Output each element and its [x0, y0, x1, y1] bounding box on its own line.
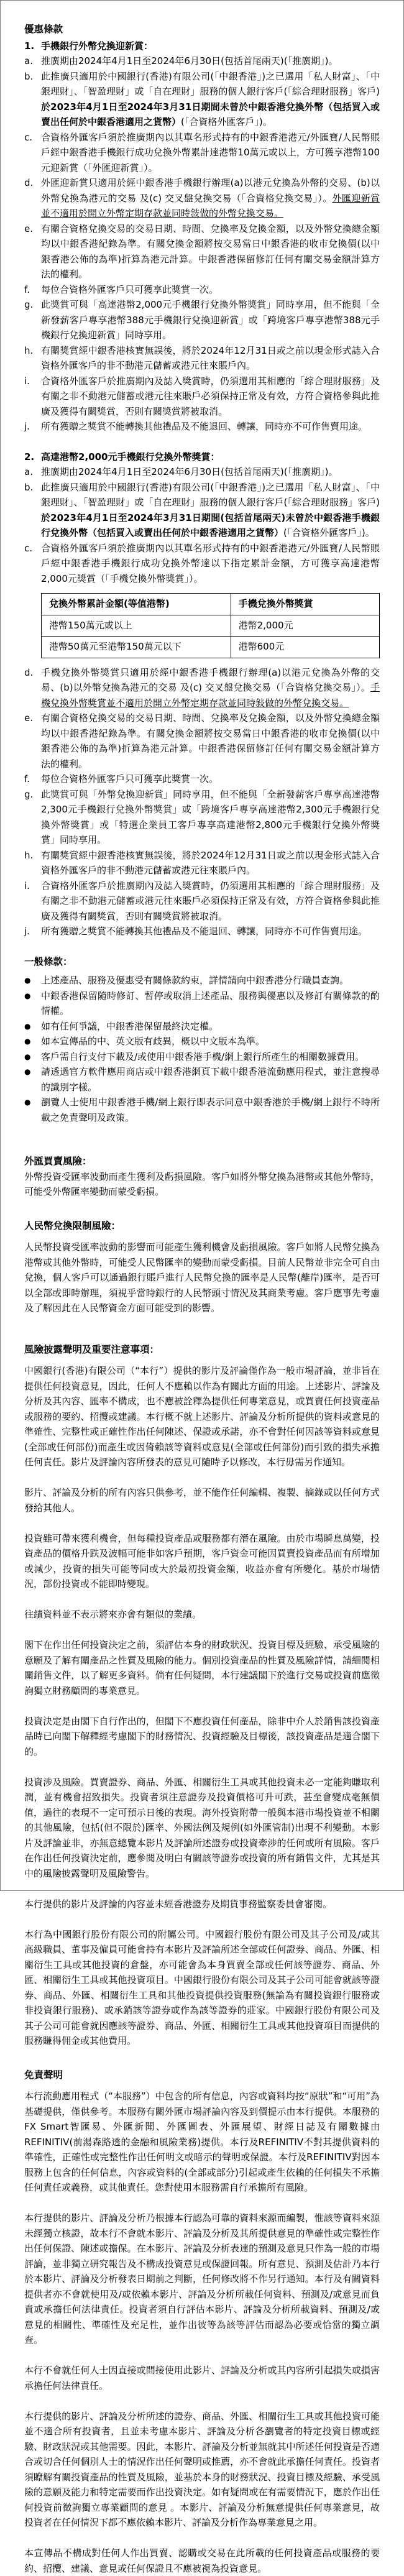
bullet-text: 如有任何爭議，中銀香港保留最終決定權。	[41, 1019, 380, 1034]
table-cell: 港幣50萬元至港幣150萬元以下	[42, 637, 231, 658]
list-item-text	[41, 53, 380, 69]
table-cell: 港幣2,000元	[231, 615, 379, 637]
reward-table-body	[42, 615, 380, 658]
list-item	[24, 878, 380, 924]
list-item-label: c.	[24, 541, 41, 587]
disclaimer-heading: 免責聲明	[24, 2068, 380, 2083]
text-run: 有關獎賞經中銀香港核實無誤後，將於2024年12月31日或之前以現金形式誌入合資格外匯客戶的非不動港元儲蓄或港元往來賬戶內。	[41, 850, 380, 876]
text-run: 推廣期由2024年4月1日至2024年6月30日(包括首尾兩天)(「推廣期」)。	[41, 466, 337, 477]
text-run: 此獎賞可與「外幣兌換迎新賞」同時享用，但不能與「全新發薪客戶專享高達港幣2,300元手機銀行兌換外幣獎賞」或「跨境客戶專享高達港幣2,300元手機銀行兌換外幣獎賞」或「特選企業員工客戶專享高達港幣2,800元手機銀行兌換外幣獎賞」同時享用。	[41, 789, 380, 846]
bullet-text: 上述產品、服務及優惠受有關條款約束，詳情請向中銀香港分行職員查詢。	[41, 973, 380, 988]
list-item-text	[41, 282, 380, 298]
text-run: 此獎賞可與「高達港幣2,000元手機銀行兌換外幣獎賞」同時享用，但不能與「全新發薪客戶專享港幣388元手機銀行兌換迎新賞」或「跨境客戶專享港幣388元手機銀行兌換迎新賞」同時享用。	[41, 299, 380, 341]
list-item-label: h.	[24, 343, 41, 374]
rmb-risk-section	[24, 1218, 380, 1316]
table-header-cell: 兌換外幣累計金額(等值港幣)	[42, 594, 231, 615]
list-item	[24, 374, 380, 420]
text-run: 合資格外匯客戶須於推廣期內以其單名形式持有的中銀香港港元/外匯寶/人民幣賬戶經中銀香港手機銀行成功兌換外幣累計達港幣10萬元或以上，方可獲享港幣100元迎新賞（「外匯迎新賞」）。	[41, 132, 380, 173]
list-item	[24, 419, 380, 435]
list-item-text	[41, 787, 380, 848]
disclaimer-paragraph: 本行提供的影片、評論及分析所述的證券、商品、外匯、相關衍生工具或其他投資可能並不適合所有投資者，且並未考慮本影片、評論及分析各瀏覽者的特定投資目標或經驗、財政狀況或其他需要。因此，本影片、評論及分析並無就其中所述任何投資是否適合或切合任何個別人士的情況作出任何聲明或推薦，亦不會就此承擔任何責任。投資者須瞭解有關投資產品的性質及風險，並基於本身的財務狀況、投資目標及經驗、承受風險的意願及能力和特定需要而作出投資決定。如有疑問或在有需要情況下，應於作出任何投資前徵詢獨立專業顧問的意見 。本影片、評論及分析無意提供任何專業意見，故投資者在任何情況下都不應依賴本影片、評論及分析作為專業意見之用。	[24, 2409, 380, 2531]
list-item-text	[41, 343, 380, 374]
text-run: 推廣期由2024年4月1日至2024年6月30日(包括首尾兩天)(「推廣期」)。	[41, 55, 337, 67]
bullet-text: 如本宣傳品的中、英文版有歧異，概以中文版本為準。	[41, 1034, 380, 1049]
list-item-text	[41, 297, 380, 343]
list-item-text	[41, 771, 380, 787]
list-item-label: b.	[24, 480, 41, 541]
bullet-item	[24, 988, 380, 1019]
text-run: 於2023年4月1日至2024年3月31日期間(包括首尾兩天)未曾於中銀香港手機銀行兌換外幣（包括買入或賣出任何於中銀香港適用之貨幣）	[41, 512, 380, 539]
section-title: 手機銀行外幣兌換迎新賞：	[41, 39, 153, 54]
disclaimer-section	[24, 2068, 380, 2576]
list-item-text	[41, 848, 380, 878]
list-item-text	[41, 541, 380, 587]
text-run: 此推廣只適用於中國銀行(香港)有限公司(「中銀香港」)之已選用「私人財富」、「中銀理財」、「智盈理財」或「自在理財」服務的個人銀行客戶(「綜合理財服務」客戶)	[41, 482, 380, 508]
bullet-text: 瀏覽人士使用中銀香港手機/網上銀行即表示同意中銀香港於手機/網上銀行不時所載之免責聲明及政策。	[41, 1095, 380, 1125]
list-item-text	[41, 419, 380, 435]
list-item-label: a.	[24, 464, 41, 480]
text-run: 所有獲贈之獎賞不能轉換其他禮品及不能退回、轉讓，同時亦不可作售賣用途。	[41, 926, 367, 937]
general-terms-heading: 一般條款：	[24, 954, 380, 970]
risk-disclosure-paragraph: 影片、評論及分析的所有內容只供參考，並不能作任何編輯、複製、摘錄或以任何方式發給其他人。	[24, 1485, 380, 1516]
list-item	[24, 771, 380, 787]
section-heading	[24, 449, 380, 465]
section-number: 2.	[24, 449, 41, 465]
table-row	[42, 637, 380, 658]
rmb-risk-body: 人民幣投資受匯率波動的影響而可能產生獲利機會及虧損風險。客戶如將人民幣兌換為港幣或其他外幣時，可能受人民幣匯率的變動而蒙受虧損。目前人民幣並非完全可自由兌換，個人客戶可以通過銀行賬戶進行人民幣兌換的匯率是人民幣(離岸)匯率，是否可以全部或即時辦理，須視乎當時銀行的人民幣頭寸情況及其商業考慮。客戶應事先考慮及了解因此在人民幣資金方面可能受到的影響。	[24, 1240, 380, 1316]
list-item	[24, 711, 380, 771]
list-item-label: d.	[24, 665, 41, 711]
list-item-text	[41, 130, 380, 176]
bullet-icon: ●	[24, 1064, 41, 1095]
risk-disclosure-paragraph: 閣下在作出任何投資決定之前，須評估本身的財政狀況、投資目標及經驗、承受風險的意願及了解有關產品之性質及風險的能力。個別投資產品的性質及風險詳情，請細閱相關銷售文件，以了解更多資料。倘有任何疑問，本行建議閣下於進行交易或投資前應徵詢獨立財務顧問的專業意見。	[24, 1637, 380, 1698]
table-header-row	[42, 594, 380, 615]
list-item-label: a.	[24, 53, 41, 69]
general-terms-list	[24, 973, 380, 1125]
general-terms-section	[24, 954, 380, 1126]
section-heading	[24, 39, 380, 54]
list-item-text	[41, 480, 380, 541]
bullet-icon: ●	[24, 973, 41, 988]
list-item-label: e.	[24, 221, 41, 282]
text-run: 手機兌換外幣獎賞只適用於經中銀香港手機銀行辦理(a)以港元兌換為外幣的交易、(b)以外幣兌換為港元的交易 及(c) 交叉盤兌換交易（「合資格兌換交易」）。	[41, 667, 380, 694]
risk-disclosure-heading: 風險披露聲明及重要注意事項：	[24, 1342, 380, 1358]
bullet-item	[24, 1064, 380, 1095]
bullet-text: 中銀香港保留隨時修訂、暫停或取消上述產品、服務與優惠以及修訂有關條款的酌情權。	[41, 988, 380, 1019]
text-run: 此推廣只適用於中國銀行(香港)有限公司(「中銀香港」)之已選用「私人財富」、「中銀理財」、「智盈理財」或「自在理財」服務的個人銀行客戶(「綜合理財服務」客戶)	[41, 71, 380, 98]
risk-disclosure-paragraph: 本行為中國銀行股份有限公司的附屬公司。中國銀行股份有限公司及其子公司及/或其高級職員、董事及僱員可能會持有本影片及評論所述全部或任何證券、商品、外匯、相關衍生工具或其他投資的倉盤，亦可能會為本身買賣全部或任何該等證券、商品、外匯、相關衍生工具或其他投資項目。中國銀行股份有限公司及其子公司可能會就該等證券、商品、外匯、相關衍生工具和其他投資提供投資服務(無論為有關投資銀行服務或非投資銀行服務)、或承銷該等證券或作為該等證券的莊家。中國銀行股份有限公司及其子公司可能會就因應該等證券、商品、外匯、相關衍生工具或其他投資項目而提供的服務賺得佣金或其他費用。	[24, 1927, 380, 2049]
disclaimer-paragraph: 本行流動應用程式（“本服務”）中包含的所有信息，內容或資料均按“原狀”和“可用”為基礎提供，僅供參考。本服務有關外匯市場評論內容及到價提示由本行提供。本服務的FX Smart智匯易、外匯新聞、外匯圖表、外匯展望、財經日誌及有關數據由REFINITIV(前湯森路透的金融和風險業務)提供。本行及REFINITIV不對其提供資料的準確性，正確性或完整性作出任何明文或暗示的聲明或保證。本行及REFINITIV對因本服務上包含的任何信息，內容或資料的(全部或部分)引起或產生依賴的任何損失不承擔任何責任或義務，或其他責任。您對使用本服務需自行承擔所有風險。	[24, 2089, 380, 2196]
list-item-label: d.	[24, 175, 41, 221]
disclaimer-paragraph: 本行提供的影片、評論及分析乃根據本行認為可靠的資料來源而編製，惟該等資料來源未經獨立核證，故本行不會就本影片、評論及分析及其所提供意見的準確性或完整性作出任何保證、陳述或擔保。在本影片、評論及分析表達的預測及意見只作為一般的市場評論，並非獨立研究報告及不構成投資意見或保證回報。所有意見、預測及估計乃本行於本影片、評論及分析發表日期前之判斷，任何修改將不作另行通知。本行及有關資料提供者亦不會就使用及/或依賴本影片、評論及分析所載任何資料、預測及/或意見而負責或承擔任何法律責任。投資者須自行評估本影片、評論及分析所載資料、預測及/或意見的相關性、準確性及充足性，並作出彼等為該等評估而認為必要或恰當的獨立調查。	[24, 2210, 380, 2348]
text-run: 外匯迎新賞只適用於經中銀香港手機銀行辦理(a)以港元兌換為外幣的交易、(b)以外幣兌換為港元的交易 及(c) 交叉盤兌換交易（「合資格兌換交易」）。	[41, 177, 380, 204]
risk-disclosure-section	[24, 1342, 380, 2049]
list-item-label: f.	[24, 771, 41, 787]
reward-table-head	[42, 594, 380, 615]
list-item	[24, 175, 380, 221]
bullet-item	[24, 1049, 380, 1065]
list-item	[24, 221, 380, 282]
bullet-icon: ●	[24, 1034, 41, 1049]
text-run: 合資格外匯客戶須於推廣期內以其單名形式持有的中銀香港港元/外匯寶/人民幣賬戶經中銀香港手機銀行成功兌換外幣達以下指定累計金額，方可獲享高達港幣2,000元獎賞（「手機兌換外幣獎賞」）。	[41, 543, 380, 584]
list-item-text	[41, 924, 380, 939]
risk-disclosure-paragraph: 投資雖可帶來獲利機會，但每種投資產品或服務都有潛在風險。由於市場瞬息萬變，投資產品的價格升跌及波幅可能非如客戶預期，客戶資金可能因買賣投資產品而有所增加或減少，投資的損失可能等同或大於最初投資金額，收益亦會有所變化。基於市場情況，部份投資或不能即時變現。	[24, 1531, 380, 1592]
table-row	[42, 615, 380, 637]
disclaimer-paragraph: 本行不會就任何人士因直接或間接使用此影片、評論及分析或其內容所引起損失或損害承擔任何法律責任。	[24, 2363, 380, 2393]
bullet-icon: ●	[24, 1049, 41, 1065]
list-item	[24, 282, 380, 298]
rmb-risk-heading: 人民幣兌換限制風險：	[24, 1218, 380, 1234]
list-item	[24, 924, 380, 939]
text-run: 手機兌換外幣獎賞並不適用於開立外幣定期存款並同時敍做的外幣兌換交易。	[41, 682, 380, 709]
list-item-label: g.	[24, 297, 41, 343]
text-run: 每位合資格外匯客戶只可獲享此獎賞一次。	[41, 773, 218, 784]
list-item-label: j.	[24, 924, 41, 939]
list-item	[24, 848, 380, 878]
reward-table	[41, 593, 380, 658]
list-item	[24, 541, 380, 587]
bullet-icon: ●	[24, 988, 41, 1019]
risk-disclosure-paragraph: 中國銀行(香港)有限公司（“本行”）提供的影片及評論僅作為一般市場評論，並非旨在提供任何投資意見，因此，任何人不應賴以作為有關此方面的用途。上述影片、評論及分析及其內容、匯率不構成，也不應被詮釋為提供任何專業意見，或買賣任何投資產品或服務的要約、招攬或建議。本行概不就上述影片、評論及分析所提供的資料或意見的準確性、完整性或正確性作出任何陳述、保證或承諾，亦不會對任何因該等資料或意見(全部或任何部份)而產生或因倚賴該等資料或意見(全部或任何部份)而引致的損失承擔任何責任。影片及評論內容所發表的意見可隨時予以修改，本行毋需另作通知。	[24, 1363, 380, 1470]
section-title: 高達港幣2,000元手機銀行兌換外幣獎賞：	[41, 449, 219, 465]
promo-sections	[24, 39, 380, 939]
list-item-label: i.	[24, 374, 41, 420]
table-cell: 港幣150萬元或以上	[42, 615, 231, 637]
text-run: 外匯迎新賞並不適用於開立外幣定期存款並同時敍做的外幣兌換交易。	[41, 193, 380, 219]
bullet-item	[24, 973, 380, 988]
section-number: 1.	[24, 39, 41, 54]
list-item	[24, 787, 380, 848]
bullet-icon: ●	[24, 1019, 41, 1034]
table-header-cell: 手機兌換外幣獎賞	[231, 594, 379, 615]
risk-disclosure-paragraph: 投資決定是由閣下自行作出的，但閣下不應投資任何產品，除非中介人於銷售該投資產品時已向閣下解釋經考慮閣下的財務情況、投資經驗及目標後，該投資產品是適合閣下的。	[24, 1714, 380, 1760]
text-run: 有關獎賞經中銀香港核實無誤後，將於2024年12月31日或之前以現金形式誌入合資格外匯客戶的非不動港元儲蓄或港元往來賬戶內。	[41, 345, 380, 372]
list-item-label: i.	[24, 878, 41, 924]
list-item	[24, 480, 380, 541]
risk-disclosure-paragraph: 投資涉及風險。買賣證券、商品、外匯、相關衍生工具或其他投資未必一定能夠賺取利潤，並有機會招致損失。投資者須注意證券及投資價格可升可跌，甚至會變成毫無價值，過往的表現不一定可預示日後的表現。海外投資附帶一般與本港市場投資並不相關的其他風險，包括(但不限於)匯率、外國法例及規例(如外匯管制)出現不利變動。本影片及評論並非，亦無意總覽本影片及評論所述證券或投資牽涉的任何或所有風險。客戶在作出任何投資決定前，應參閱及明白有關該等證券或投資的所有銷售文件，尤其是其中的風險披露聲明及風險警告。	[24, 1775, 380, 1882]
bullet-item	[24, 1095, 380, 1125]
fx-risk-heading: 外匯買賣風險：	[24, 1154, 380, 1169]
table-cell: 港幣600元	[231, 637, 379, 658]
disclaimer-paragraph: 本宣傳品不構成對任何人作出買賣、認購或交易在此所載的任何投資產品或服務的要約、招攬、建議、意見或任何保證且不應被視為投資意見。	[24, 2546, 380, 2576]
bullet-item	[24, 1019, 380, 1034]
list-item-text	[41, 665, 380, 711]
text-run: 合資格外匯客戶於推廣期內及誌入獎賞時，仍須選用其相應的「綜合理財服務」及有關之非不動港元儲蓄或港元往來賬戶必須保持正常及有效，方符合資格參與此推廣及獲得有關獎賞，否則有關獎賞將被取消。	[41, 375, 380, 417]
list-item	[24, 464, 380, 480]
text-run: 有關合資格兌換交易的交易日期、時間、兌換率及兌換金額，以及外幣兌換總金額均以中銀香港紀錄為準。有關兌換金額將按交易當日中銀香港的收市兌換價(以中銀香港公佈的為準)折算為港元計算。中銀香港保留修訂任何有關交易金額計算方法的權利。	[41, 712, 380, 770]
bullet-text: 請透過官方軟件應用商店或中銀香港網頁下載中銀香港流動應用程式，並注意搜尋的識別字樣。	[41, 1064, 380, 1095]
list-item-text	[41, 175, 380, 221]
list-item-label: j.	[24, 419, 41, 435]
fx-risk-section	[24, 1154, 380, 1200]
list-item-label: c.	[24, 130, 41, 176]
list-item-text	[41, 464, 380, 480]
list-item-text	[41, 711, 380, 771]
list-item-label: g.	[24, 787, 41, 848]
promo-section	[24, 449, 380, 939]
list-item	[24, 665, 380, 711]
disclaimer-paragraphs	[24, 2089, 380, 2576]
list-item-text	[41, 878, 380, 924]
list-item-text	[41, 69, 380, 130]
bullet-icon: ●	[24, 1095, 41, 1125]
list-item	[24, 343, 380, 374]
text-run: 有關合資格兌換交易的交易日期、時間、兌換率及兌換金額，以及外幣兌換總金額均以中銀香港紀錄為準。有關兌換金額將按交易當日中銀香港的收市兌換價(以中銀香港公佈的為準)折算為港元計算。中銀香港保留修訂任何有關交易金額計算方法的權利。	[41, 223, 380, 280]
list-item-text	[41, 374, 380, 420]
text-run: 每位合資格外匯客戶只可獲享此獎賞一次。	[41, 284, 218, 295]
bullet-item	[24, 1034, 380, 1049]
risk-disclosure-paragraph: 往績資料並不表示將來亦會有類似的業績。	[24, 1607, 380, 1622]
fx-risk-body: 外幣投資受匯率波動而產生獲利及虧損風險。客戶如將外幣兌換為港幣或其他外幣時，可能受外幣匯率變動而蒙受虧損。	[24, 1169, 380, 1200]
list-item-label: b.	[24, 69, 41, 130]
text-run: 所有獲贈之獎賞不能轉換其他禮品及不能退回、轉讓，同時亦不可作售賣用途。	[41, 421, 367, 432]
list-item	[24, 69, 380, 130]
text-run: (「合資格外匯客戶」)。	[283, 527, 375, 538]
text-run: 合資格外匯客戶於推廣期內及誌入獎賞時，仍須選用其相應的「綜合理財服務」及有關之非不動港元儲蓄或港元往來賬戶必須保持正常及有效，方符合資格參與此推廣及獲得有關獎賞，否則有關獎賞將被取消。	[41, 880, 380, 922]
list-item	[24, 130, 380, 176]
bullet-text: 客戶需自行支付下載及/或使用中銀香港手機/網上銀行所產生的相關數據費用。	[41, 1049, 380, 1065]
risk-disclosure-paragraph: 本行提供的影片及評論的內容並未經香港證券及期貨事務監察委員會審閱。	[24, 1897, 380, 1912]
list-item	[24, 297, 380, 343]
list-item-text	[41, 221, 380, 282]
text-run: 於2023年4月1日至2024年3月31日期間未曾於中銀香港兌換外幣（包括買入或賣出任何於中銀香港適用之貨幣）	[41, 101, 380, 128]
list-item-label: f.	[24, 282, 41, 298]
list-item-label: e.	[24, 711, 41, 771]
page-title: 優惠條款	[24, 22, 380, 37]
list-item-label: h.	[24, 848, 41, 878]
risk-disclosure-paragraphs	[24, 1363, 380, 2049]
list-item	[24, 53, 380, 69]
promo-section	[24, 39, 380, 435]
text-run: (「合資格外匯客戶」)。	[181, 116, 272, 127]
